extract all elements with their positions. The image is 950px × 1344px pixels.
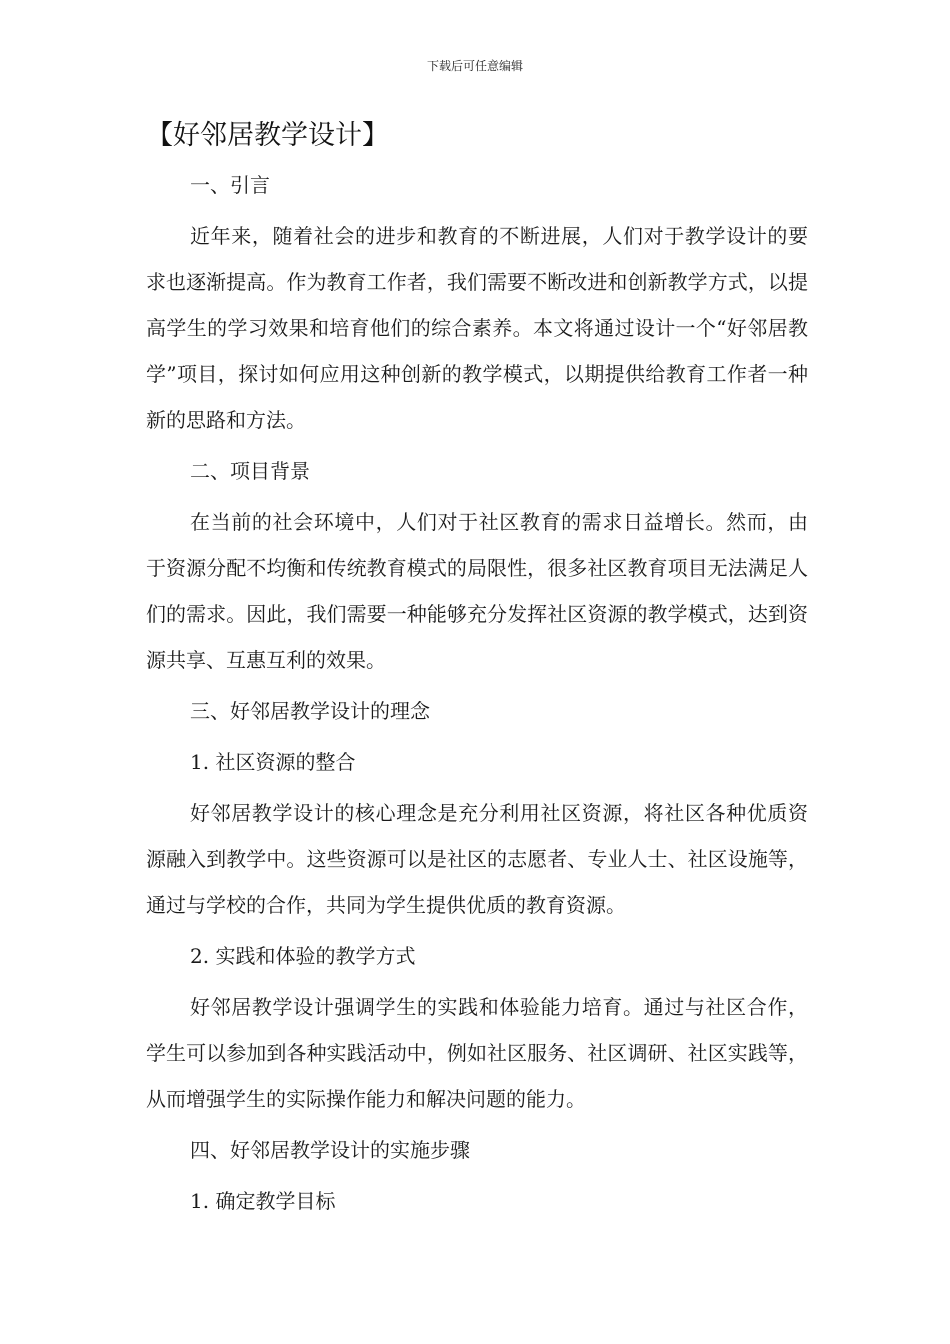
paragraph-intro: 近年来，随着社会的进步和教育的不断进展，人们对于教学设计的要求也逐渐提高。作为教育工作者，我们需要不断改进和创新教学方式，以提高学生的学习效果和培育他们的综合素养。本文将通过设计一个“好邻居教学”项目，探讨如何应用这种创新的教学模式，以期提供给教育工作者一种新的思路和方法。 <box>146 224 808 432</box>
paragraph-resource-integration: 好邻居教学设计的核心理念是充分利用社区资源，将社区各种优质资源融入到教学中。这些资源可以是社区的志愿者、专业人士、社区设施等，通过与学校的合作，共同为学生提供优质的教育资源。 <box>146 801 808 917</box>
paragraph-practice-experience: 好邻居教学设计强调学生的实践和体验能力培育。通过与社区合作，学生可以参加到各种实践活动中，例如社区服务、社区调研、社区实践等，从而增强学生的实际操作能力和解决问题的能力。 <box>146 995 808 1111</box>
section-heading-implementation: 四、好邻居教学设计的实施步骤 <box>190 1138 470 1162</box>
paragraph-background: 在当前的社会环境中，人们对于社区教育的需求日益增长。然而，由于资源分配不均衡和传统教育模式的局限性，很多社区教育项目无法满足人们的需求。因此，我们需要一种能够充分发挥社区资源的教学模式，达到资源共享、互惠互利的效果。 <box>146 510 808 672</box>
section-heading-concept: 三、好邻居教学设计的理念 <box>190 699 430 723</box>
header-note: 下载后可任意编辑 <box>426 59 523 73</box>
document-title: 【好邻居教学设计】 <box>146 120 389 151</box>
document-body <box>146 162 808 1229</box>
subheading-teaching-goals: 1. 确定教学目标 <box>190 1189 336 1213</box>
section-heading-intro: 一、引言 <box>190 173 270 197</box>
subheading-practice-experience: 2. 实践和体验的教学方式 <box>190 944 416 968</box>
subheading-resource-integration: 1. 社区资源的整合 <box>190 750 356 774</box>
section-heading-background: 二、项目背景 <box>190 459 310 483</box>
